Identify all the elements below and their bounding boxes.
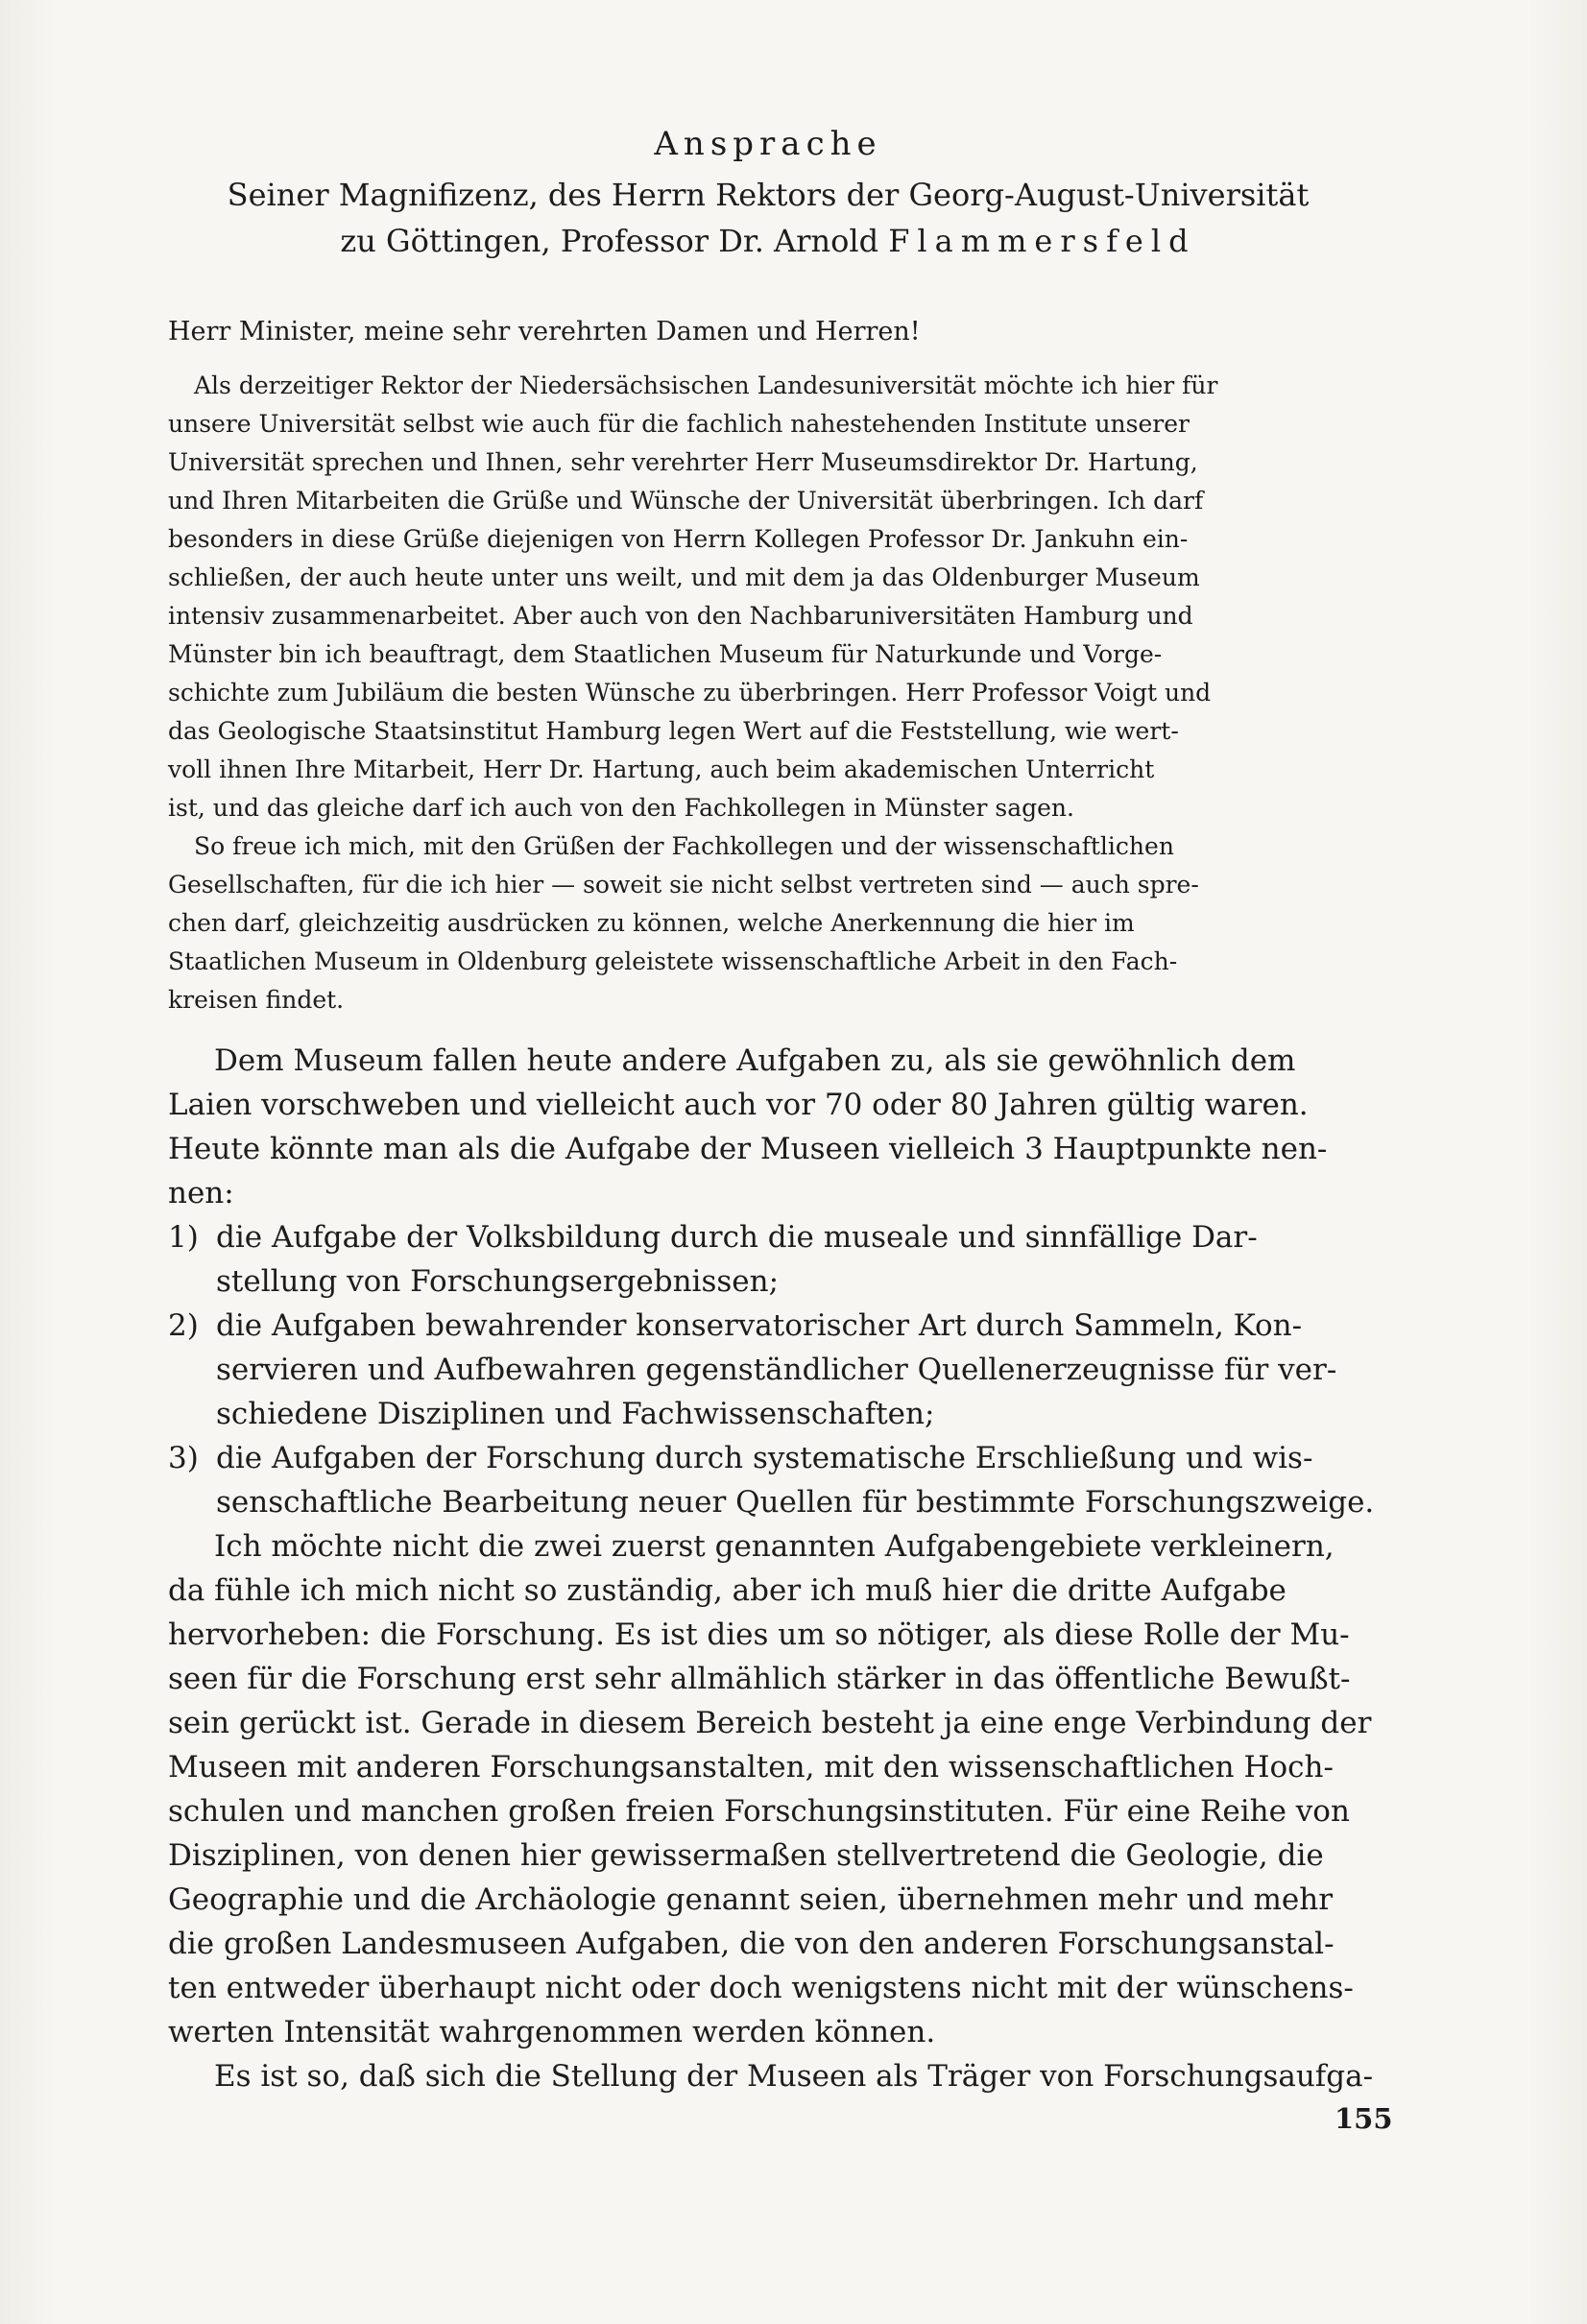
text-line: und Ihren Mitarbeiten die Grüße und Wünsche der Universität überbringen. Ich darf: [168, 487, 1204, 515]
paragraph-3: [168, 1039, 1407, 1215]
text-line: ten entweder überhaupt nicht oder doch wenigstens nicht mit der wünschens-: [168, 1971, 1354, 2005]
page-number: 155: [1335, 2102, 1393, 2135]
text-line: unsere Universität selbst wie auch für die fachlich nahestehenden Institute unserer: [168, 410, 1190, 438]
text-line: Münster bin ich beauftragt, dem Staatlichen Museum für Naturkunde und Vorge-: [168, 640, 1163, 668]
text-line: servieren und Aufbewahren gegenständlicher Quellenerzeugnisse für ver-: [216, 1353, 1337, 1387]
text-line: seen für die Forschung erst sehr allmählich stärker in das öffentliche Bewußt-: [168, 1662, 1351, 1696]
text-line: schichte zum Jubiläum die besten Wünsche zu überbringen. Herr Professor Voigt und: [168, 679, 1212, 707]
text-line: da fühle ich mich nicht so zuständig, aber ich muß hier die dritte Aufgabe: [168, 1573, 1286, 1608]
text-line: hervorheben: die Forschung. Es ist dies um so nötiger, als diese Rolle der Mu-: [168, 1617, 1350, 1652]
list-item-2: [216, 1304, 1407, 1436]
list-number-2: 2): [168, 1308, 199, 1343]
paragraph-1: [168, 367, 1407, 827]
text-line: nen:: [168, 1176, 234, 1210]
subtitle-line-1: Seiner Magnifizenz, des Herrn Rektors der Georg-August-Universität: [227, 177, 1310, 213]
list-number-1: 1): [168, 1220, 199, 1255]
text-line: So freue ich mich, mit den Grüßen der Fachkollegen und der wissenschaftlichen: [194, 832, 1174, 860]
paragraph-2: [168, 827, 1407, 1019]
text-line: chen darf, gleichzeitig ausdrücken zu können, welche Anerkennung die hier im: [168, 909, 1135, 937]
text-line: Es ist so, daß sich die Stellung der Museen als Träger von Forschungsaufga-: [214, 2059, 1374, 2094]
page-title: Ansprache: [654, 125, 882, 163]
text-line: sein gerückt ist. Gerade in diesem Bereich besteht ja eine enge Verbindung der: [168, 1706, 1372, 1740]
text-line: Museen mit anderen Forschungsanstalten, mit den wissenschaftlichen Hoch-: [168, 1750, 1334, 1785]
text-line: Gesellschaften, für die ich hier — soweit sie nicht selbst vertreten sind — auch spre-: [168, 871, 1199, 898]
text-line: intensiv zusammenarbeitet. Aber auch von den Nachbaruniversitäten Hamburg und: [168, 602, 1193, 630]
list-number-3: 3): [168, 1441, 199, 1475]
subtitle-line-2: [144, 223, 1392, 259]
text-line: stellung von Forschungsergebnissen;: [216, 1264, 780, 1299]
text-line: die großen Landesmuseen Aufgaben, die von den anderen Forschungsanstal-: [168, 1927, 1335, 1961]
text-line: ist, und das gleiche darf ich auch von den Fachkollegen in Münster sagen.: [168, 794, 1074, 822]
list-item-1: [216, 1215, 1407, 1304]
text-line: senschaftliche Bearbeitung neuer Quellen für bestimmte Forschungszweige.: [216, 1485, 1375, 1520]
paragraph-4: [168, 1524, 1407, 2054]
paragraph-5: [168, 2054, 1407, 2098]
speaker-name: Flammersfeld: [888, 223, 1196, 259]
text-line: das Geologische Staatsinstitut Hamburg legen Wert auf die Feststellung, wie wert-: [168, 717, 1179, 745]
text-line: Staatlichen Museum in Oldenburg geleistete wissenschaftliche Arbeit in den Fach-: [168, 947, 1178, 975]
text-line: Geographie und die Archäologie genannt seien, übernehmen mehr und mehr: [168, 1882, 1334, 1917]
text-line: Disziplinen, von denen hier gewissermaßen stellvertretend die Geologie, die: [168, 1838, 1324, 1873]
text-line: die Aufgaben der Forschung durch systematische Erschließung und wis-: [216, 1441, 1313, 1475]
text-line: Dem Museum fallen heute andere Aufgaben zu, als sie gewöhnlich dem: [214, 1043, 1296, 1078]
list-item-3: [216, 1436, 1407, 1524]
subtitle-prefix: zu Göttingen, Professor Dr. Arnold: [340, 223, 879, 259]
text-line: die Aufgaben bewahrender konservatorischer Art durch Sammeln, Kon-: [216, 1308, 1303, 1343]
text-line: Universität sprechen und Ihnen, sehr verehrter Herr Museumsdirektor Dr. Hartung,: [168, 448, 1198, 476]
text-line: voll ihnen Ihre Mitarbeit, Herr Dr. Hartung, auch beim akademischen Unterricht: [168, 755, 1155, 783]
text-line: die Aufgabe der Volksbildung durch die museale und sinnfällige Dar-: [216, 1220, 1258, 1255]
text-line: schulen und manchen großen freien Forschungsinstituten. Für eine Reihe von: [168, 1794, 1350, 1829]
text-line: werten Intensität wahrgenommen werden können.: [168, 2015, 936, 2049]
text-line: schließen, der auch heute unter uns weilt, und mit dem ja das Oldenburger Museum: [168, 563, 1200, 591]
text-line: besonders in diese Grüße diejenigen von Herrn Kollegen Professor Dr. Jankuhn ein-: [168, 525, 1189, 553]
text-line: Laien vorschweben und vielleicht auch vor 70 oder 80 Jahren gültig waren.: [168, 1088, 1309, 1122]
text-line: schiedene Disziplinen und Fachwissenschaften;: [216, 1397, 935, 1431]
text-line: Heute könnte man als die Aufgabe der Museen vielleich 3 Hauptpunkte nen-: [168, 1132, 1328, 1166]
text-line: Ich möchte nicht die zwei zuerst genannten Aufgabengebiete verkleinern,: [214, 1529, 1335, 1564]
text-line: kreisen findet.: [168, 986, 345, 1014]
text-line: Als derzeitiger Rektor der Niedersächsischen Landesuniversität möchte ich hier für: [194, 371, 1218, 399]
salutation: Herr Minister, meine sehr verehrten Damen und Herren!: [168, 317, 921, 347]
